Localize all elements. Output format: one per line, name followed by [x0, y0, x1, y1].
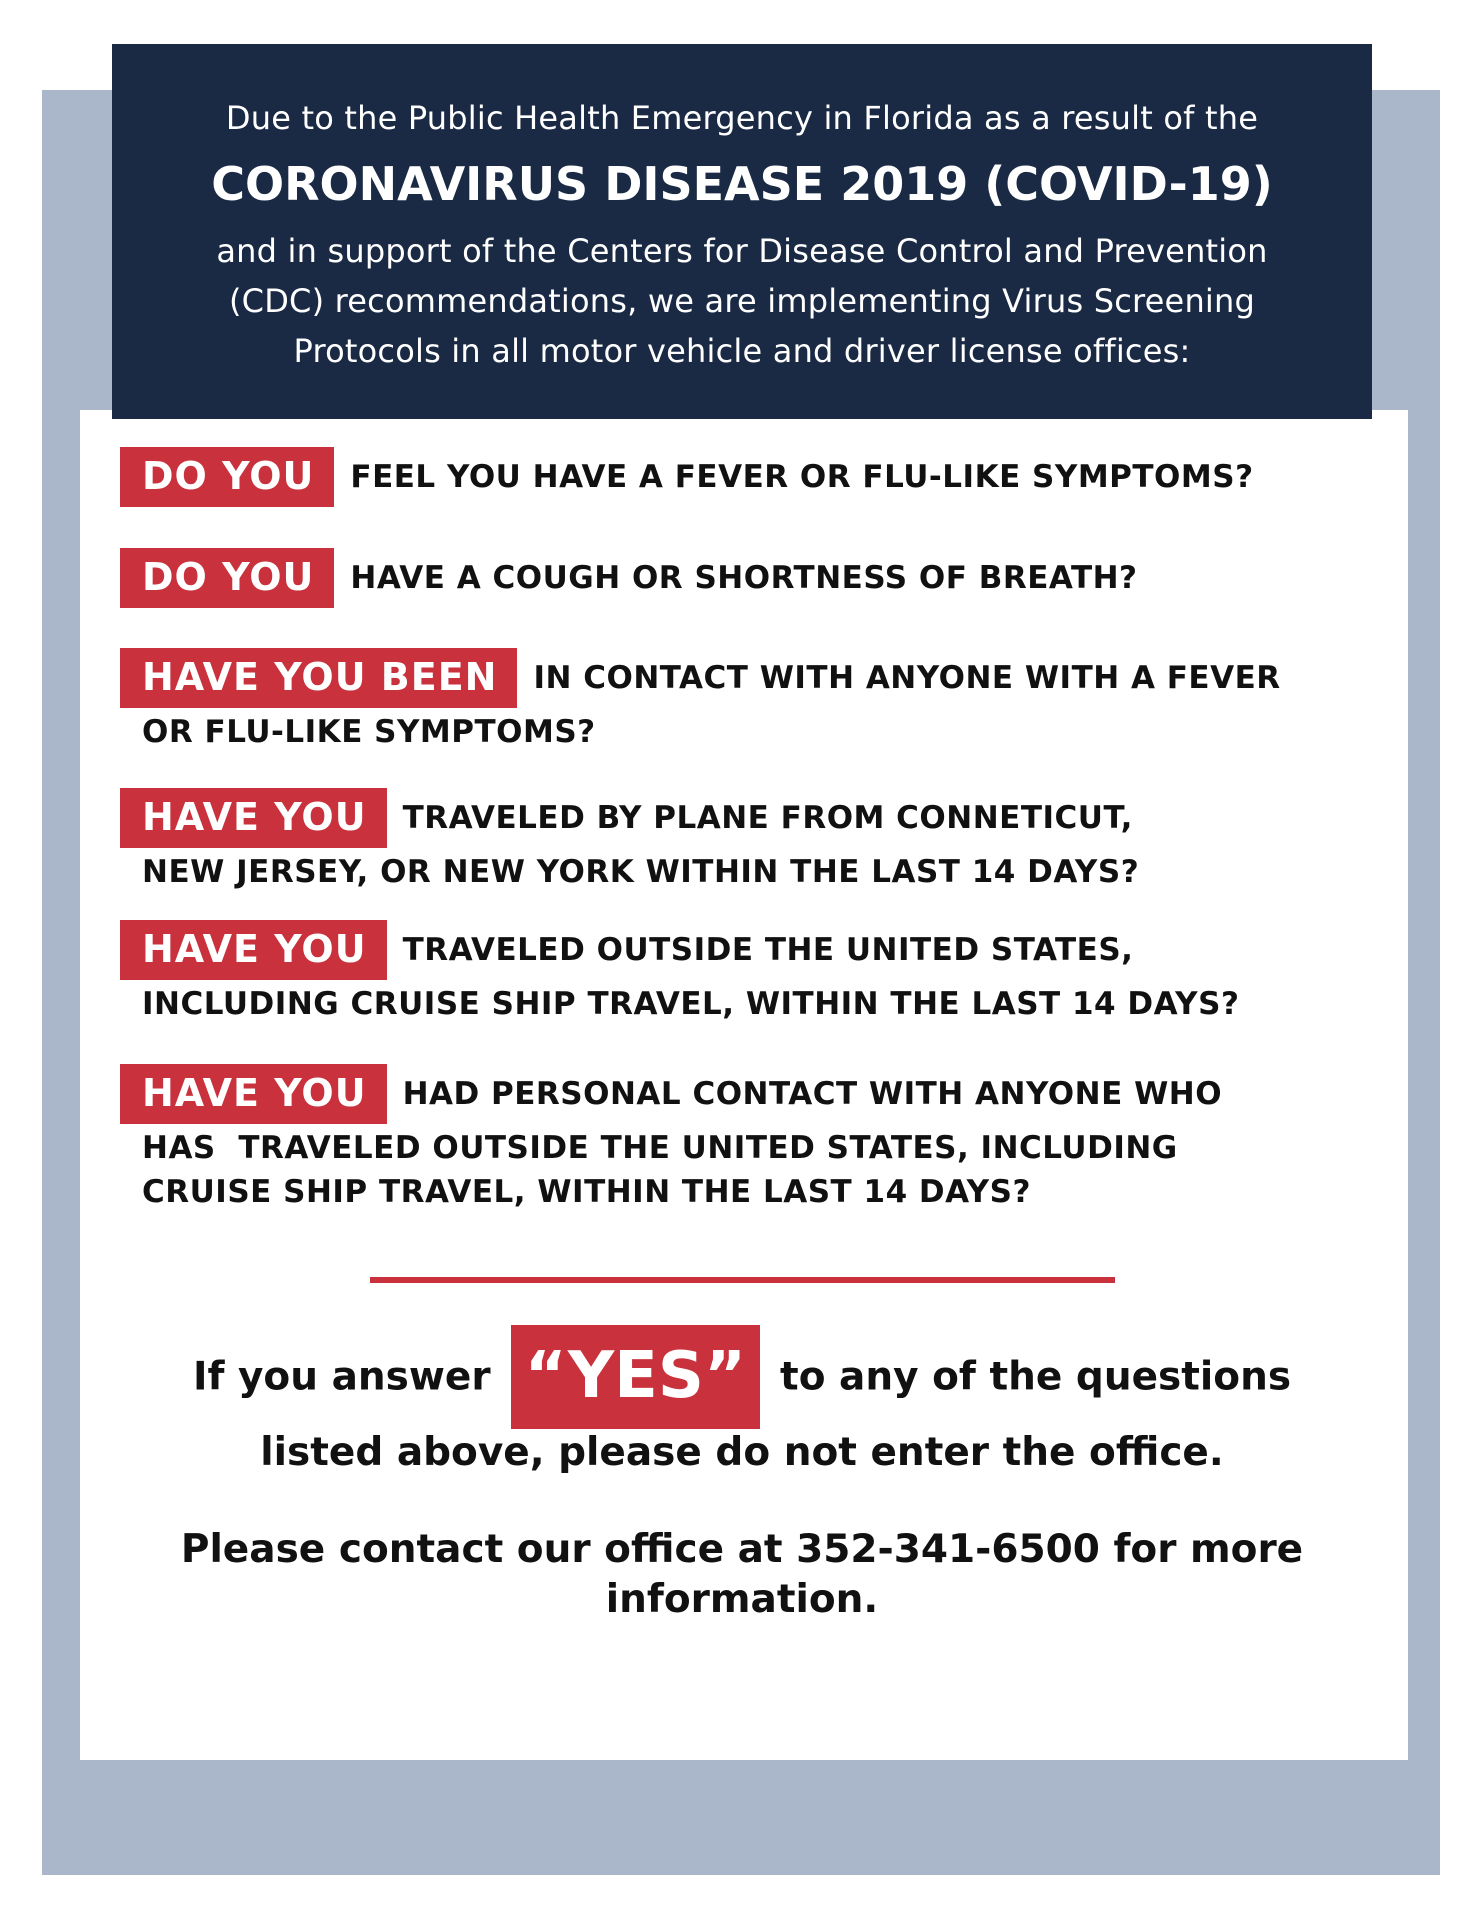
divider-line — [370, 1277, 1115, 1283]
question-text: FEEL YOU HAVE A FEVER OR FLU-LIKE SYMPTOMS? — [350, 459, 1254, 495]
header-body-line: (CDC) recommendations, we are implementing Virus Screening — [228, 282, 1256, 320]
question-tag: DO YOU — [120, 447, 334, 507]
contact-line: Please contact our office at 352-341-6500 for more — [180, 1527, 1304, 1572]
question-tag: HAVE YOU — [120, 920, 387, 980]
question-text: TRAVELED BY PLANE FROM CONNETICUT, — [402, 800, 1133, 836]
question-text-continued: OR FLU-LIKE SYMPTOMS? — [142, 714, 596, 750]
question-text: IN CONTACT WITH ANYONE WITH A FEVER — [533, 660, 1281, 696]
question-5 — [120, 920, 1370, 1028]
contact-info — [120, 1525, 1364, 1625]
question-text: HAVE A COUGH OR SHORTNESS OF BREATH? — [350, 560, 1138, 596]
header-body-line: Protocols in all motor vehicle and driver license offices: — [293, 332, 1191, 370]
question-3 — [120, 648, 1370, 756]
contact-line: information. — [605, 1577, 879, 1622]
question-tag: HAVE YOU — [120, 1064, 387, 1124]
yes-badge: “YES” — [511, 1325, 760, 1429]
question-4 — [120, 788, 1370, 896]
notice-after: to any of the questions — [780, 1354, 1292, 1400]
notice-line — [0, 1325, 1484, 1429]
question-tag: HAVE YOU BEEN — [120, 648, 517, 708]
question-tag: HAVE YOU — [120, 788, 387, 848]
question-text-continued: INCLUDING CRUISE SHIP TRAVEL, WITHIN THE LAST 14 DAYS? — [142, 986, 1240, 1022]
question-text: TRAVELED OUTSIDE THE UNITED STATES, — [402, 932, 1134, 968]
header-intro: Due to the Public Health Emergency in Florida as a result of the — [225, 99, 1259, 137]
question-text: HAD PERSONAL CONTACT WITH ANYONE WHO — [402, 1076, 1223, 1112]
question-text-continued: NEW JERSEY, OR NEW YORK WITHIN THE LAST 14 DAYS? — [142, 854, 1140, 890]
question-2 — [120, 548, 1370, 608]
question-tag: DO YOU — [120, 548, 334, 608]
header-body-line: and in support of the Centers for Disease Control and Prevention — [216, 232, 1268, 270]
question-6 — [120, 1064, 1370, 1216]
notice-line-2: listed above, please do not enter the office. — [260, 1430, 1224, 1475]
header-banner — [112, 44, 1372, 419]
question-1 — [120, 447, 1370, 507]
notice-before: If you answer — [192, 1354, 491, 1400]
question-text-continued: HAS TRAVELED OUTSIDE THE UNITED STATES, INCLUDING — [142, 1130, 1178, 1166]
question-text-continued: CRUISE SHIP TRAVEL, WITHIN THE LAST 14 DAYS? — [142, 1174, 1031, 1210]
header-headline: CORONAVIRUS DISEASE 2019 (COVID-19) — [211, 157, 1273, 211]
